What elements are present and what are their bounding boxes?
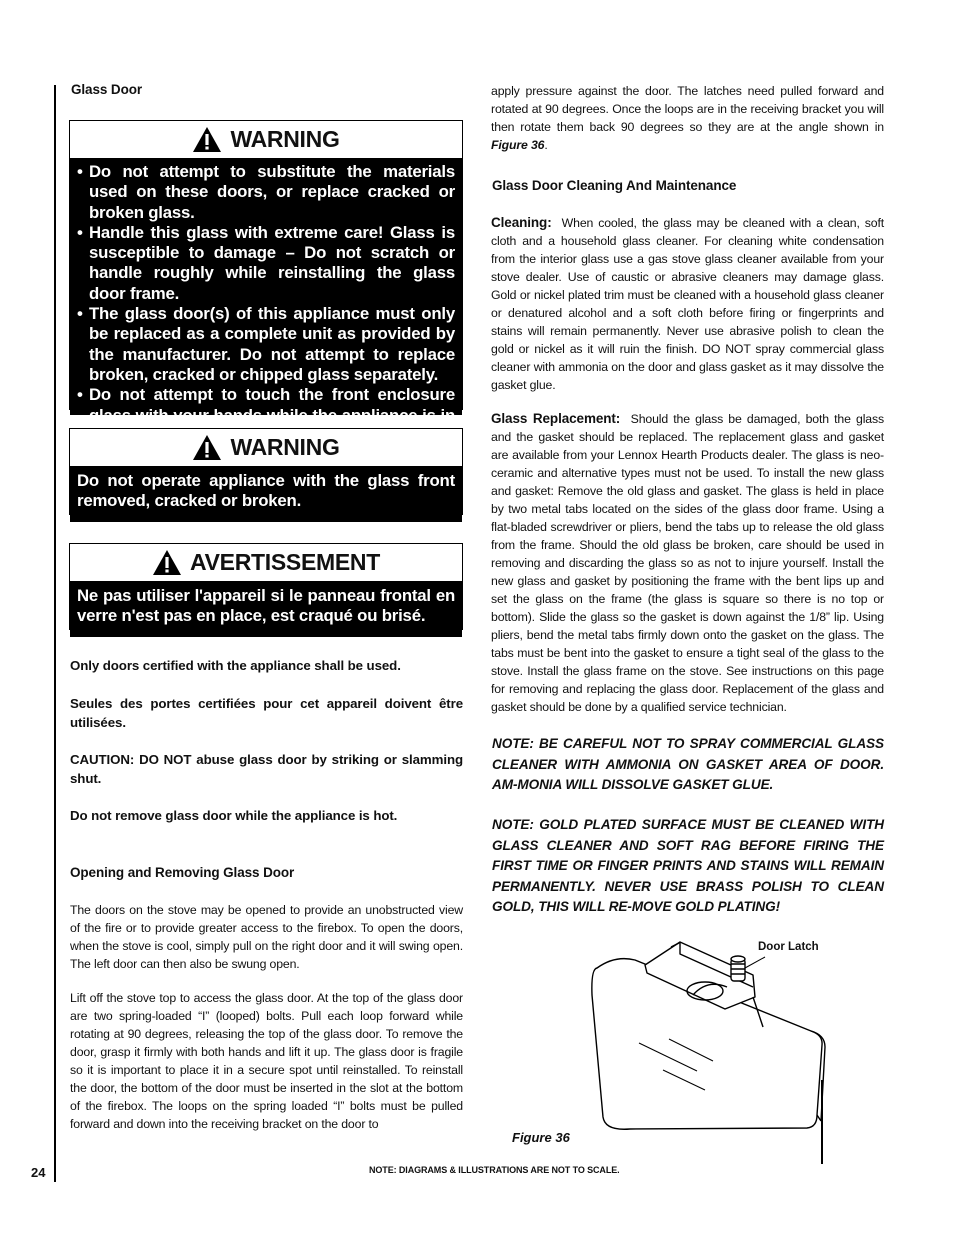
warning-title: WARNING bbox=[230, 126, 340, 152]
warning-box-1 bbox=[69, 120, 463, 425]
warning-item: • Do not attempt to substitute the materials used on these doors, or replace cracked or broken glass. bbox=[77, 162, 455, 223]
cleaning-paragraph bbox=[491, 214, 884, 394]
note-gold-plated: NOTE: GOLD PLATED SURFACE MUST BE CLEANED WITH GLASS CLEANER AND SOFT RAG BEFORE FIRING THE FIRST TIME OR FINGER PRINTS AND STAINS WILL REMAIN PERMANENTLY. NEVER USE BRASS POLISH TO CLEAN GOLD, THIS WILL RE-MOVE GOLD PLATING! bbox=[492, 817, 884, 914]
warning-item: • The glass door(s) of this appliance must only be replaced as a complete unit as provided by the manufacturer. Do not attempt to replace broken, cracked or chipped glass separately. bbox=[77, 304, 455, 385]
glass-door-heading: Glass Door bbox=[71, 82, 143, 97]
warning-title: WARNING bbox=[230, 434, 340, 460]
door-latch-label: Door Latch bbox=[758, 941, 819, 953]
warning-box-2 bbox=[69, 428, 463, 515]
cleaning-label: Cleaning: bbox=[491, 215, 552, 230]
warning-triangle-icon bbox=[152, 549, 182, 576]
continued-paragraph bbox=[491, 82, 884, 154]
note-ammonia: NOTE: BE CAREFUL NOT TO SPRAY COMMERCIAL GLASS CLEANER WITH AMMONIA ON GASKET AREA OF DOOR. AM-MONIA WILL DISSOLVE GASKET GLUE. bbox=[492, 736, 884, 792]
replacement-label: Glass Replacement: bbox=[491, 411, 621, 426]
replacement-paragraph bbox=[491, 410, 884, 716]
warning-body: Ne pas utiliser l'appareil si le panneau frontal en verre n'est pas en place, est craqué ou brisé. bbox=[70, 582, 462, 637]
opening-heading: Opening and Removing Glass Door bbox=[70, 865, 295, 880]
warning-body bbox=[70, 159, 462, 425]
notice-caution: CAUTION: DO NOT abuse glass door by striking or slamming shut. bbox=[70, 752, 463, 786]
opening-paragraph-1: The doors on the stove may be opened to provide an unobstructed view of the fire or to provide greater access to the firebox. To open the doors, when the stove is cool, simply pull on the right door and it will swing open. The left door can then also be swung open. bbox=[70, 903, 463, 971]
warning-item: • Handle this glass with extreme care! Glass is susceptible to damage – Do not scratch or handle roughly while reinstalling the glass door frame. bbox=[77, 223, 455, 304]
opening-paragraph-2: Lift off the stove top to access the glass door. At the top of the glass door are two spring-loaded “I” (looped) bolts. Pull each loop forward while rotating at 90 degrees, releasing the top of the glass door. To remove the door, grasp it firmly with both hands and lift it up. The glass door is fragile so it is important to place it in a secure spot until reinstalled. To reinstall the door, the bottom of the door must be inserted in the slot at the bottom of the firebox. The loops on the spring loaded “I” bolts must be pulled forward and down into the receiving bracket on the door to bbox=[70, 991, 463, 1131]
notice-hot: Do not remove glass door while the appliance is hot. bbox=[70, 808, 398, 823]
warning-triangle-icon bbox=[192, 126, 222, 153]
figure-caption: Figure 36 bbox=[512, 1130, 570, 1145]
avertissement-box bbox=[69, 543, 463, 630]
continued-end: . bbox=[544, 138, 548, 152]
footer-note: NOTE: DIAGRAMS & ILLUSTRATIONS ARE NOT TO SCALE. bbox=[369, 1165, 620, 1175]
cleaning-heading: Glass Door Cleaning And Maintenance bbox=[492, 178, 737, 193]
replacement-text: Should the glass be damaged, both the glass and the gasket should be replaced. The replacement glass and gasket are available from your Lennox Hearth Products dealer. The glass is neo-ceramic and alternative types must not be used. To install the new glass and gasket: Remove the old glass and gasket. The glass is held in place by two metal tabs located on the sides of the glass door frame. Using a flat-bladed screwdriver or pliers, bend the tabs up to release the old glass from the frame. Should the old glass be broken, care should be used in removing and discarding the glass so as not to injure yourself. Install the new glass and gasket by positioning the frame with the bent lips up and set the glass on the frame (the glass is square so there is no top or bottom). Slide the glass so the gasket is down against the 1/8” lip. Using pliers, bend the metal tabs firmly down onto the gasket on the glass. The tabs must be bent into the gasket to ensure a tight seal of the glass to the stove. Install the glass frame on the stove. See instructions on this page for removing and replacing the glass door. Replacement of the glass and gasket should be done by a qualified service technician. bbox=[491, 412, 884, 714]
warning-triangle-icon bbox=[192, 434, 222, 461]
left-margin-rule bbox=[54, 85, 56, 1182]
continued-text: apply pressure against the door. The latches need pulled forward and rotated at 90 degrees. Once the loops are in the receiving bracket you will then rotate them back 90 degrees so they are at the angle shown in bbox=[491, 84, 884, 134]
cleaning-text: When cooled, the glass may be cleaned with a clean, soft cloth and a household glass cleaner. For cleaning white condensation from the interior glass use a gas stove glass cleaner available from your stove dealer. Use of caustic or abrasive cleaners may damage glass. Gold or nickel plated trim must be cleaned with a household glass cleaner or denatured alcohol and a soft cloth before firing or fingerprints and stains will remain permanently. Never use abrasive polish to clean the gold or nickel as it will ruin the finish. DO NOT spray commercial glass cleaner with ammonia on the door and glass gasket as it may dissolve the gasket glue. bbox=[491, 216, 884, 392]
notice-certified-doors-fr: Seules des portes certifiées pour cet appareil doivent être utilisées. bbox=[70, 696, 463, 730]
warning-item: • Do not attempt to touch the front enclosure glass with your hands while the appliance is in bbox=[77, 385, 455, 446]
door-latch-diagram bbox=[585, 935, 830, 1135]
warning-header bbox=[70, 121, 462, 159]
warning-header bbox=[70, 544, 462, 582]
warning-body: Do not operate appliance with the glass front removed, cracked or broken. bbox=[70, 467, 462, 522]
figure-reference: Figure 36 bbox=[491, 138, 545, 152]
notice-certified-doors: Only doors certified with the appliance shall be used. bbox=[70, 658, 401, 673]
warning-title: AVERTISSEMENT bbox=[190, 549, 380, 575]
warning-header bbox=[70, 429, 462, 467]
page-number: 24 bbox=[31, 1165, 46, 1180]
